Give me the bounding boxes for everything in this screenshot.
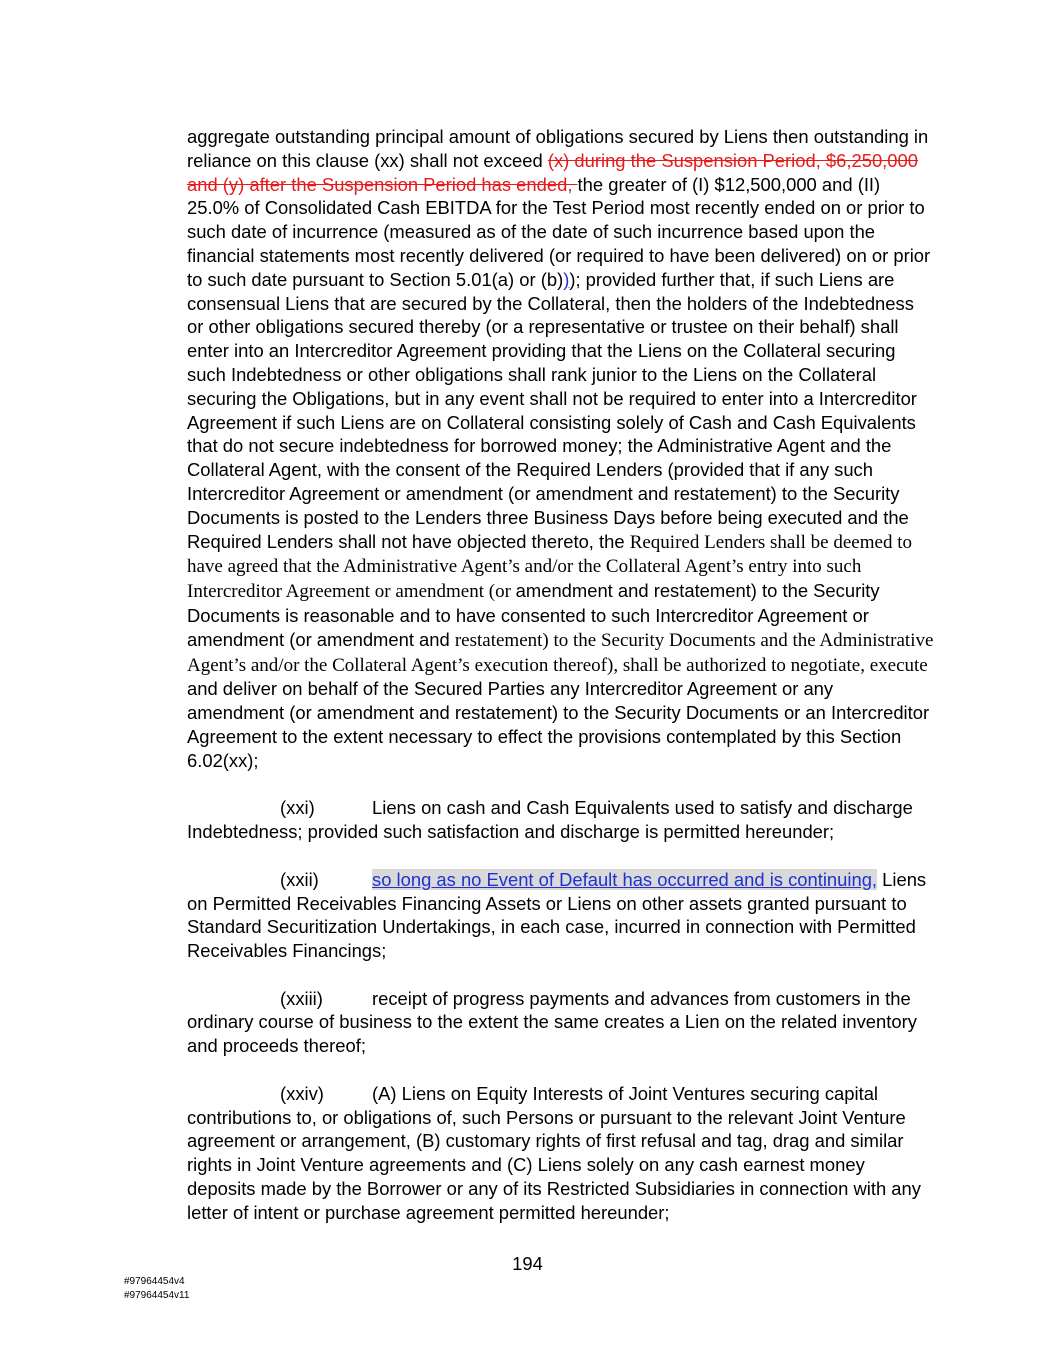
clause-xx-text-1: aggregate outstanding principal amount of obligations secured by Liens then outstanding in reliance on this clause (xx) shall not exceed	[187, 126, 929, 171]
clause-xxii	[187, 868, 935, 963]
clause-xxiii	[187, 987, 935, 1058]
clause-xxiv	[187, 1082, 935, 1225]
clause-text: Liens on Permitted Receivables Financing Assets or Liens on other assets granted pursuant to Standard Securitization Undertakings, in each case, incurred in connection with Permitted Receivables Financings;	[187, 868, 927, 962]
deleted-text: (x) during the Suspension Period, $6,250,000 and (y) after the Suspension Period has ended,	[187, 149, 918, 195]
clause-xx-text-2: the greater of (I) $12,500,000 and (II) 25.0% of Consolidated Cash EBITDA for the Test Period most recently ended on or prior to such date of incurrence (measured as of the date of such incurrence based upon the financial statements most recently delivered (or required to have been delivered) on or prior to such date pursuant to Section 5.01(a) or (b)	[187, 173, 931, 290]
clause-xx-text-4: amendment and restatement) to the Security Documents is reasonable and to have consented to such Intercreditor Agreement or amendment (or amendment and	[187, 580, 880, 650]
doc-id-2: #97964454v11	[124, 1290, 190, 1301]
clause-number: (xxiv)	[280, 1082, 324, 1104]
clause-number: (xxi)	[280, 797, 315, 819]
clause-xx-serif-text-2: restatement) to the Security Documents and the Administrative Agent’s and/or the Collateral Agent’s execution thereof), shall be authorized to negotiate, execute	[187, 629, 934, 676]
document-body	[187, 125, 935, 1225]
paragraph-clause-xx	[187, 125, 935, 773]
clause-number: (xxiii)	[280, 987, 323, 1009]
clause-xx-serif-text-1: Required Lenders shall be deemed to have agreed that the Administrative Agent’s and/or the Collateral Agent’s entry into such Intercreditor Agreement or amendment (or	[187, 531, 912, 603]
inserted-highlighted-text: so long as no Event of Default has occurred and is continuing,	[372, 868, 878, 890]
clause-text: (A) Liens on Equity Interests of Joint Ventures securing capital contributions to, or obligations of, such Persons or pursuant to the relevant Joint Venture agreement or arrangement, (B) customary rights of first refusal and tag, drag and similar rights in Joint Venture agreements and (C) Liens solely on any cash earnest money deposits made by the Borrower or any of its Restricted Subsidiaries in connection with any letter of intent or purchase agreement permitted hereunder;	[187, 1082, 921, 1223]
clause-xx-text-3: ); provided further that, if such Liens are consensual Liens that are secured by the Collateral, then the holders of the Indebtedness or other obligations secured thereby (or a representative or trustee on their behalf) shall enter into an Intercreditor Agreement providing that the Liens on the Collateral securing such Indebtedness or other obligations shall rank junior to the Liens on the Collateral securing the Obligations, but in any event shall not be required to enter into a Intercreditor Agreement if such Liens are on Collateral consisting solely of Cash and Cash Equivalents that do not secure indebtedness for borrowed money; the Administrative Agent and the Collateral Agent, with the consent of the Required Lenders (provided that if any such Intercreditor Agreement or amendment (or amendment and restatement) to the Security Documents is posted to the Lenders three Business Days before being executed and the Required Lenders shall not have objected thereto, the	[187, 268, 917, 552]
clause-number: (xxii)	[280, 868, 319, 890]
page-number: 194	[512, 1253, 543, 1274]
clause-xxi	[187, 796, 935, 844]
clause-text: receipt of progress payments and advances from customers in the ordinary course of business to the extent the same creates a Lien on the related inventory and proceeds thereof;	[187, 987, 917, 1057]
clause-text: Liens on cash and Cash Equivalents used to satisfy and discharge Indebtedness; provided such satisfaction and discharge is permitted hereunder;	[187, 797, 913, 843]
inserted-paren: )	[563, 268, 570, 290]
doc-id-1: #97964454v4	[124, 1276, 185, 1287]
clause-xx-text-5: and deliver on behalf of the Secured Parties any Intercreditor Agreement or any amendment (or amendment and restatement) to the Security Documents or an Intercreditor Agreement to the extent necessary to effect the provisions contemplated by this Section 6.02(xx);	[187, 678, 930, 771]
